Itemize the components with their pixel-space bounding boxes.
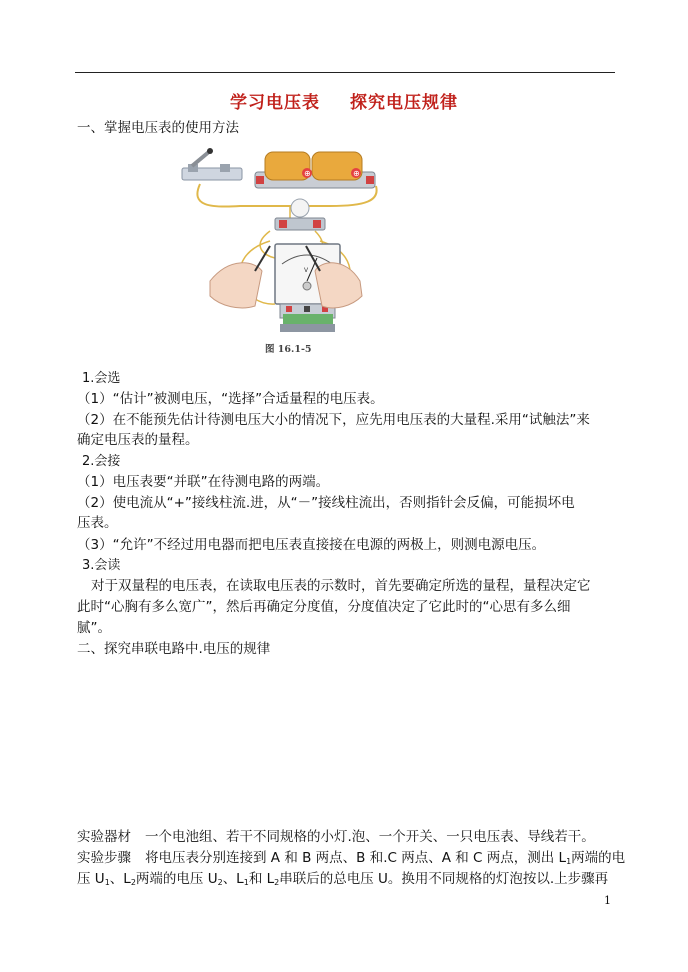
- knife-switch: [182, 148, 242, 180]
- steps-line-2: 压 $U_1$、$L_2$两端的电压 $U_2$、$L_1$和 $L_2$串联后的总电压 U。换用不同规格的灯泡按以.上步骤再: [77, 871, 609, 887]
- battery-plus-2: ⊕: [353, 169, 360, 178]
- header-rule: [75, 72, 615, 73]
- section-1-heading: 一、掌握电压表的使用方法: [77, 120, 239, 136]
- page-number: 1: [604, 894, 611, 907]
- read-p1b: 此时“心胸有多么宽广”，然后再确定分度值，分度值决定了它此时的“心思有多么细: [77, 599, 571, 615]
- circuit-illustration: [180, 146, 390, 356]
- connect-p1: （1）电压表要“并联”在待测电路的两端。: [77, 474, 330, 490]
- connect-p3: （3）“允许”不经过用电器而把电压表直接接在电源的两极上，则测电源电压。: [77, 537, 546, 553]
- battery-pack: [255, 152, 375, 188]
- equipment-text: 一个电池组、若干不同规格的小灯.泡、一个开关、一只电压表、导线若干。: [145, 829, 595, 845]
- page-title: [0, 88, 688, 113]
- read-p1a: 对于双量程的电压表，在读取电压表的示数时，首先要确定所选的量程，量程决定它: [91, 578, 591, 594]
- connect-p2a: （2）使电流从“+”接线柱流.进，从“－”接线柱流出，否则指针会反偏，可能损坏电: [77, 495, 575, 511]
- choose-p2a: （2）在不能预先估计待测电压大小的情况下，应先用电压表的大量程.采用“试触法”来: [77, 412, 590, 428]
- choose-p2b: 确定电压表的量程。: [77, 432, 199, 448]
- connect-heading: 2.会接: [82, 454, 121, 469]
- equipment-label: 实验器材: [77, 829, 131, 845]
- light-bulb: [275, 199, 325, 230]
- voltmeter-letter: V: [304, 267, 309, 274]
- read-heading: 3.会读: [82, 558, 121, 573]
- section-2-heading: 二、探究串联电路中.电压的规律: [77, 641, 271, 657]
- steps-label: 实验步骤: [77, 850, 131, 866]
- choose-p1: （1）“估计”被测电压，“选择”合适量程的电压表。: [77, 391, 384, 407]
- battery-plus-1: ⊕: [304, 169, 311, 178]
- choose-heading: 1.会选: [82, 371, 121, 386]
- figure-caption: 图 16.1-5: [265, 344, 312, 355]
- read-p1c: 腻”。: [77, 620, 111, 636]
- equipment-line: [77, 827, 595, 847]
- title-part-2: 探究电压规律: [350, 93, 458, 113]
- title-part-1: 学习电压表: [230, 93, 320, 113]
- steps-line-1: 实验步骤 将电压表分别连接到 A 和 B 两点、B 和.C 两点、A 和 C 两点，测出 $L_1$两端的电: [77, 850, 626, 866]
- connect-p2b: 压表。: [77, 515, 118, 531]
